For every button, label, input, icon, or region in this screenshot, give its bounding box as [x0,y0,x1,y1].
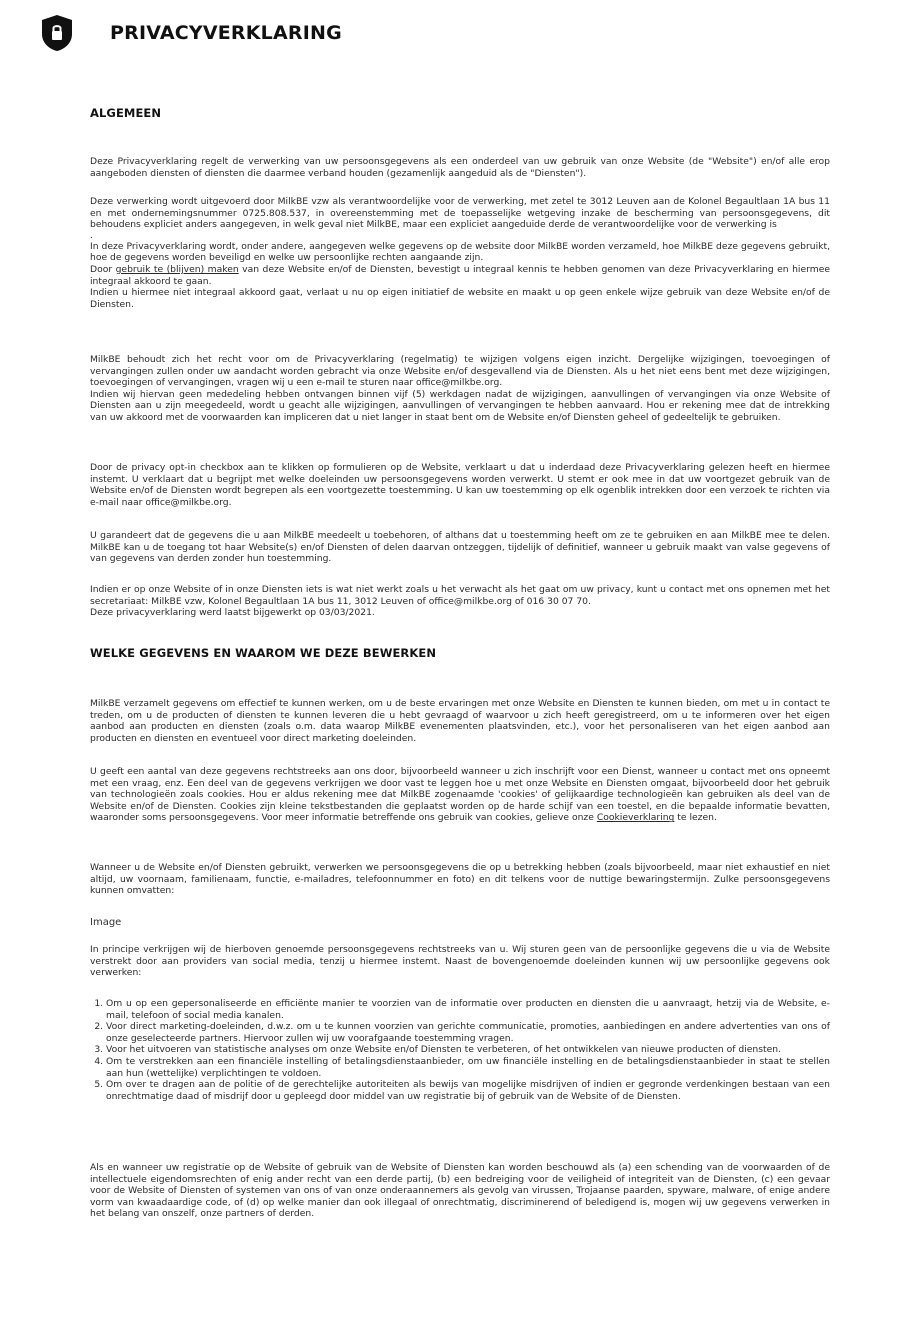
paragraph-text: Deze verwerking wordt uitgevoerd door MilkBE vzw als verantwoordelijke voor de verwerking, met zetel te 3012 Leuven aan de Kolonel Begaultlaan 1A bus 11 en met ondernemingsnummer 0725.808.537, in overeenstemming met de toepasselijke wetgeving inzake de bescherming van persoonsgegevens, dit behoudens expliciet anders aangegeven, in welk geval niet MilkBE, maar een expliciet aangeduide derde de verantwoordelijke voor de verwerking is [90,196,830,231]
shield-lock-icon [40,14,74,52]
paragraph [90,530,830,565]
paragraph [90,462,830,508]
paragraph-text: Door de privacy opt-in checkbox aan te klikken op formulieren op de Website, verklaart u dat u inderdaad deze Privacyverklaring gelezen heeft en hiermee instemt. U verklaart dat u begrijpt met welke doeleinden uw persoonsgegevens worden verwerkt. U stemt er ook mee in dat uw voortgezet gebruik van de Website en/of de Diensten wordt begrepen als een voortgezette toestemming. U kan uw toestemming op elk ogenblik intrekken door een verzoek te richten via e-mail naar office@milkbe.org. [90,462,830,508]
page-title: PRIVACYVERKLARING [110,22,342,44]
purpose-list [90,998,830,1102]
image-label: Image [90,917,122,928]
section-algemeen [90,106,830,120]
paragraph-text: Wanneer u de Website en/of Diensten gebruikt, verwerken we persoonsgegevens die op u betrekking hebben (zoals bijvoorbeeld, maar niet exhaustief en niet altijd, uw voornaam, familienaam, functie, e-mailadres, telefoonnummer en foto) en dit telkens voor de nuttige bewaringstermijn. Zulke persoonsgegevens kunnen omvatten: [90,862,830,897]
paragraph [90,862,830,897]
section-heading: WELKE GEGEVENS EN WAAROM WE DEZE BEWERKEN [90,646,437,660]
paragraph [90,698,830,744]
paragraph [90,944,830,979]
paragraph [90,354,830,424]
paragraph-text [90,766,830,824]
dot-text: . [90,230,93,241]
paragraph [90,766,830,824]
text-span: van deze Website en/of de Diensten, bevestigt u integraal kennis te hebben genomen van deze Privacyverklaring en hiermee integraal akkoord te gaan. [90,263,831,287]
paragraph-text: U garandeert dat de gegevens die u aan MilkBE meedeelt u toebehoren, of althans dat u toestemming heeft om ze te gebruiken en aan MilkBE mee te delen. MilkBE kan u de toegang tot haar Website(s) en/of Diensten of delen daarvan ontzeggen, tijdelijk of definitief, wanneer u gebruik maakt van valse gegevens of van gegevens van derden zonder hun toestemming. [90,530,830,565]
paragraph-text: In deze Privacyverklaring wordt, onder andere, aangegeven welke gegevens op de website door MilkBE worden verzameld, hoe MilkBE deze gegevens gebruikt, hoe de gegevens worden beveiligd en welke uw persoonlijke rechten aangaande zijn. [90,240,830,264]
paragraph-text: MilkBE behoudt zich het recht voor om de Privacyverklaring (regelmatig) te wijzigen volgens eigen inzicht. Dergelijke wijzigingen, toevoegingen of vervangingen zullen onder uw aandacht worden gebracht via onze Website en/of desgevallend via de Diensten. Als u het niet eens bent met deze wijzigingen, toevoegingen of vervangingen, vragen wij u een e-mail te sturen naar office@milkbe.org. [90,354,830,389]
paragraph-text: In principe verkrijgen wij de hierboven genoemde persoonsgegevens rechtstreeks van u. Wij sturen geen van de persoonlijke gegevens die u via de Website verstrekt door aan providers van social media, tenzij u hiermee instemt. Naast de bovengenoemde doeleinden kunnen wij uw persoonlijke gegevens ook verwerken: [90,944,830,979]
image-placeholder [90,917,830,928]
list-item: 1. Om u op een gepersonaliseerde en efficiënte manier te voorzien van de informatie over producten en diensten die u aanvraagt, hetzij via de Website, e-mail, telefoon of social media kanalen. [106,998,830,1021]
paragraph-text: Deze privacyverklaring werd laatst bijgewerkt op 03/03/2021. [90,607,375,619]
header [40,14,74,52]
section-gegevens [90,646,830,660]
list-item: 2. Voor direct marketing-doeleinden, d.w.z. om u te kunnen voorzien van gerichte communicatie, promoties, aanbiedingen en andere advertenties van ons of onze geselecteerde partners. Hiervoor zullen wij uw voorafgaande toestemming vragen. [106,1021,830,1044]
cookie-statement-link[interactable]: Cookieverklaring [596,812,675,824]
list-item: 3. Voor het uitvoeren van statistische analyses om onze Website en/of Diensten te verbeteren, of het ontwikkelen van nieuwe producten of diensten. [106,1044,830,1056]
list-item: 5. Om over te dragen aan de politie of de gerechtelijke autoriteiten als bewijs van mogelijke misdrijven of indien er gegronde verdenkingen bestaan van een onrechtmatige daad of misdrijf door u gepleegd door middel van uw registratie bij of gebruik van de Website of de Diensten. [106,1079,830,1102]
paragraph-text: Indien er op onze Website of in onze Diensten iets is wat niet werkt zoals u het verwacht als het gaat om uw privacy, kunt u contact met ons opnemen met het secretariaat: MilkBE vzw, Kolonel Begaultlaan 1A bus 11, 3012 Leuven of office@milkbe.org of 016 30 07 70. [90,584,830,607]
paragraph [90,1162,830,1220]
section-heading: ALGEMEEN [90,106,162,120]
usage-link[interactable]: gebruik te (blijven) maken [115,263,239,275]
paragraph-text [90,264,830,287]
text-span: te lezen. [677,812,717,824]
list-item: 4. Om te verstrekken aan een financiële instelling of betalingsdienstaanbieder, om uw financiële instelling en de betalingsdienstaanbieder in staat te stellen aan hun (wettelijke) verplichtingen te voldoen. [106,1056,830,1079]
paragraph-text: Indien u hiermee niet integraal akkoord gaat, verlaat u nu op eigen initiatief de website en maakt u op geen enkele wijze gebruik van deze Website en/of de Diensten. [90,287,830,310]
paragraph-text: Als en wanneer uw registratie op de Website of gebruik van de Website of Diensten kan worden beschouwd als (a) een schending van de voorwaarden of de intellectuele eigendomsrechten of enig ander recht van een derde partij, (b) een bedreiging voor de veiligheid of integriteit van de Diensten, (c) een gevaar voor de Website of Diensten of systemen van ons of van onze onderaannemers als gevolg van virussen, Trojaanse paarden, spyware, malware, of enige andere vorm van kwaadaardige code, of (d) op welke manier dan ook illegaal of onrechtmatig, discriminerend of beledigend is, mogen wij uw gegevens verwerken in het belang van onszelf, onze partners of derden. [90,1162,830,1220]
paragraph [90,584,830,619]
text-span: Door [90,263,113,275]
paragraph-text: Deze Privacyverklaring regelt de verwerking van uw persoonsgegevens als een onderdeel van uw gebruik van onze Website (de "Website") en/of alle erop aangeboden diensten of diensten die daarmee verband houden (gezamenlijk aangeduid als de "Diensten"). [90,156,830,179]
paragraph [90,196,830,310]
paragraph-text: MilkBE verzamelt gegevens om effectief te kunnen werken, om u de beste ervaringen met onze Website en Diensten te kunnen bieden, om met u in contact te treden, om u de producten of diensten te kunnen leveren die u hebt gevraagd of waarvoor u zich heeft geregistreerd, om u te informeren over het eigen aanbod aan producten en diensten (zoals o.m. data waarop MilkBE evenementen plaatsvinden, etc.), voor het personaliseren van het eigen aanbod aan producten en diensten en eventueel voor direct marketing doeleinden. [90,698,830,744]
paragraph-text: Indien wij hiervan geen mededeling hebben ontvangen binnen vijf (5) werkdagen nadat de wijzigingen, aanvullingen of vervangingen via onze Website of Diensten aan u zijn meegedeeld, wordt u geacht alle wijzigingen, aanvullingen of vervangingen te hebben aanvaard. Hou er rekening mee dat de intrekking van uw akkoord met de voorwaarden kan impliceren dat u niet langer in staat bent om de Website en/of Diensten geheel of gedeeltelijk te gebruiken. [90,388,830,423]
paragraph [90,156,830,179]
text-span: U geeft een aantal van deze gegevens rechtstreeks aan ons door, bijvoorbeeld wanneer u zich inschrijft voor een Dienst, wanneer u contact met ons opneemt met een vraag, enz. Een deel van de gegevens verkrijgen we door vast te leggen hoe u met onze Website en Diensten omgaat, bijvoorbeeld door het gebruik van technologieën zoals cookies. Hou er aldus rekening mee dat MilkBE zogenaamde 'cookies' of gelijkaardige technologieën kan gebruiken als deel van de Website en/of de Diensten. Cookies zijn kleine tekstbestanden die geplaatst worden op de harde schijf van een toestel, en die bepaalde informatie bevatten, waaronder soms persoonsgegevens. Voor meer informatie betreffende ons gebruik van cookies, gelieve onze [90,766,830,824]
